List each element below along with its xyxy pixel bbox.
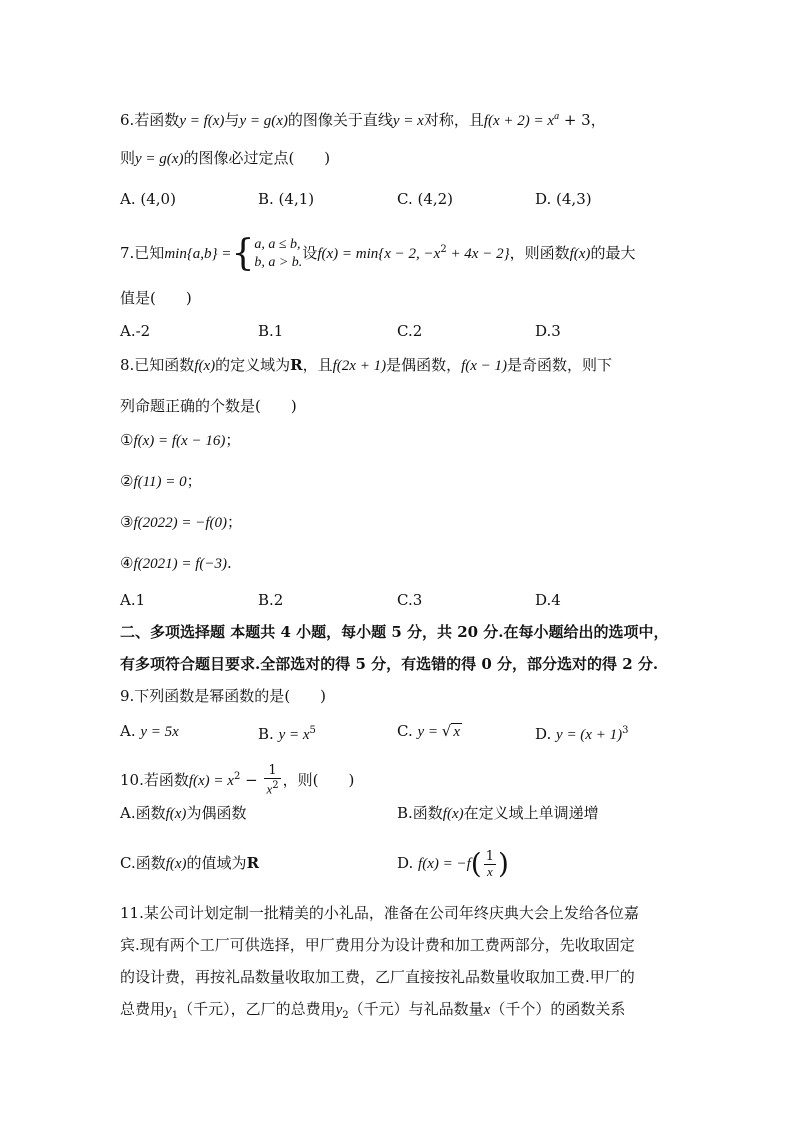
item-math: f(2021) = f(−3) [133,556,228,572]
option-math: y = [417,724,442,740]
q11-line4 [120,998,625,1027]
q7-math-f: f(x) = min{x − 2, −x [317,246,441,262]
q11-subscript: 1 [171,1010,179,1021]
item-punct: ； [225,431,241,449]
q10-math: f(x) = x [188,773,234,789]
item-marker: ④ [120,554,134,572]
q10-stem [120,757,354,801]
option-letter: C. [397,722,418,740]
option-math: f(x) [165,806,187,822]
q7-cases [254,236,302,272]
q6-line2 [120,147,330,170]
den-var: x [266,781,273,797]
q6-math-line: y = x [392,113,424,129]
option-math: f(x) [165,856,187,872]
q11-subscript: 2 [342,1010,349,1021]
item-punct: ； [186,472,202,490]
den-exp: 2 [272,780,279,792]
q6-text: 对称，且 [423,111,484,129]
option-math: y = 5x [140,724,179,740]
q11-line2: 宾.现有两个工厂可供选择，甲厂费用分为设计费和加工费两部分，先收取固定 [120,936,635,954]
q11-var: y [335,1002,343,1018]
q7-math-f-tail: + 4x − 2} [446,246,510,262]
option-letter: B. [258,725,279,743]
sqrt-radicand: x [453,724,460,740]
q8-item-4 [120,552,232,575]
q6-exponent: a [554,111,560,122]
fraction-numerator: 1 [264,764,280,779]
q6-option-b: B. (4,1) [258,190,315,208]
q10-option-d [397,840,509,887]
option-letter: D. [397,854,419,872]
q7-line2: 值是( ) [120,289,192,307]
q11-text: （千元）与礼品数量 [348,1000,484,1018]
item-punct: ； [227,513,243,531]
q8-math-f: f(x) [194,358,216,374]
fraction-denominator [264,779,280,797]
q11-text: （千个）的函数关系 [490,1000,626,1018]
option-text: 的值域为 [186,854,247,872]
q6-text: 6.若函数 [120,111,180,129]
q8-line2: 列命题正确的个数是( ) [120,397,297,415]
q6-line1 [120,106,606,132]
item-marker: ③ [120,513,134,531]
item-math: f(2022) = −f(0) [133,515,228,531]
q9-option-c [397,720,462,743]
section2-heading-line1: 二、多项选择题 本题共 4 小题，每小题 5 分，共 20 分.在每小题给出的选项中， [120,623,669,641]
q7-line1 [120,232,635,272]
right-paren: ) [497,847,509,880]
q11-line3: 的设计费，再按礼品数量收取加工费，乙厂直接按礼品数量收取加工费.甲厂的 [120,968,635,986]
q8-item-1 [120,429,240,452]
q8-item-2 [120,470,202,493]
q7-option-b: B.1 [258,322,284,340]
item-punct: . [227,554,232,572]
option-text: 在定义域上单调递增 [463,804,599,822]
q6-text: + 3， [559,111,606,129]
q7-text: 的最大 [590,244,636,262]
q7-text: 7.已知 [120,244,165,262]
fraction-denominator: x [486,863,493,879]
section2-heading-line2: 有多项符合题目要求.全部选对的得 5 分，有选错的得 0 分，部分选对的得 2 分. [120,655,659,673]
q7-text: 设 [302,244,318,262]
left-paren: ( [470,847,482,880]
q10-option-c [120,852,259,875]
q8-option-d: D.4 [535,591,561,609]
q8-text: 是偶函数， [386,356,462,374]
q8-text: 是奇函数，则下 [507,356,613,374]
q10-fraction [264,764,280,797]
option-letter: A. [120,722,141,740]
q7-option-c: C.2 [397,322,423,340]
option-text: C.函数 [120,854,166,872]
option-math: y = x [278,727,310,743]
item-marker: ① [120,431,134,449]
q7-option-d: D.3 [535,322,561,340]
option-math: f(x) = −f [418,856,471,872]
q10-d-fraction [484,850,496,879]
option-math: f(x) [442,806,464,822]
q11-line1: 11.某公司计划定制一批精美的小礼品，准备在公司年终庆典大会上发给各位嘉 [120,904,639,922]
q9-option-d [535,720,628,746]
item-math: f(11) = 0 [133,474,187,490]
q8-text: 的定义域为 [215,356,291,374]
q8-math-odd: f(x − 1) [461,358,508,374]
q6-text: 的图像必过定点( ) [183,149,331,167]
q8-text: ，且 [302,356,333,374]
q10-text: ，则( ) [282,771,355,789]
q7-option-a: A.-2 [120,322,151,340]
q6-option-a: A. (4,0) [120,190,176,208]
q7-math-fx: f(x) [569,246,591,262]
q11-var: y [165,1002,172,1018]
option-math: y = (x + 1) [556,727,623,743]
q6-text: 与 [224,111,240,129]
item-math: f(x) = f(x − 16) [133,433,226,449]
q10-option-b [397,802,599,825]
q6-math-g: y = g(x) [135,151,184,167]
q11-var: x [483,1002,491,1018]
option-letter: D. [535,725,557,743]
q9-stem: 9.下列函数是幂函数的是( ) [120,687,327,705]
q9-option-b [258,720,316,746]
q11-text: （千元），乙厂的总费用 [178,1000,336,1018]
q6-option-d: D. (4,3) [535,190,592,208]
q7-exponent: 2 [440,244,447,255]
q7-brace: { [231,233,255,274]
q6-text: 的图像关于直线 [287,111,393,129]
option-exponent: 5 [309,725,316,736]
q8-math-even: f(2x + 1) [332,358,387,374]
q10-exponent: 2 [233,771,241,782]
q6-math-f: y = f(x) [179,113,225,129]
q6-math-condition: f(x + 2) = x [483,113,555,129]
q9-option-a [120,720,179,743]
q8-option-c: C.3 [397,591,423,609]
q10-minus: − [240,771,263,789]
option-text: B.函数 [397,804,443,822]
q11-text: 总费用 [120,1000,166,1018]
q7-text: ，则函数 [509,244,570,262]
q7-math-min: min{a,b} = [164,246,232,262]
q6-math-g: y = g(x) [239,113,288,129]
option-text: A.函数 [120,804,166,822]
option-R: R [246,854,260,872]
option-exponent: 3 [622,725,629,736]
q8-text: 8.已知函数 [120,356,195,374]
fraction-numerator: 1 [485,848,494,864]
item-marker: ② [120,472,134,490]
q8-option-b: B.2 [258,591,284,609]
q8-line1 [120,354,612,377]
q8-item-3 [120,511,242,534]
q10-option-a [120,802,246,825]
q6-option-c: C. (4,2) [397,190,454,208]
q8-math-R: R [290,356,303,374]
q7-case2: b, a > b. [254,255,303,270]
q6-text: 则 [120,149,136,167]
sqrt-sign: √ [441,722,452,740]
option-text: 为偶函数 [186,804,247,822]
q7-case1: a, a ≤ b, [254,237,301,252]
q10-text: 10.若函数 [120,771,189,789]
q8-option-a: A.1 [120,591,146,609]
